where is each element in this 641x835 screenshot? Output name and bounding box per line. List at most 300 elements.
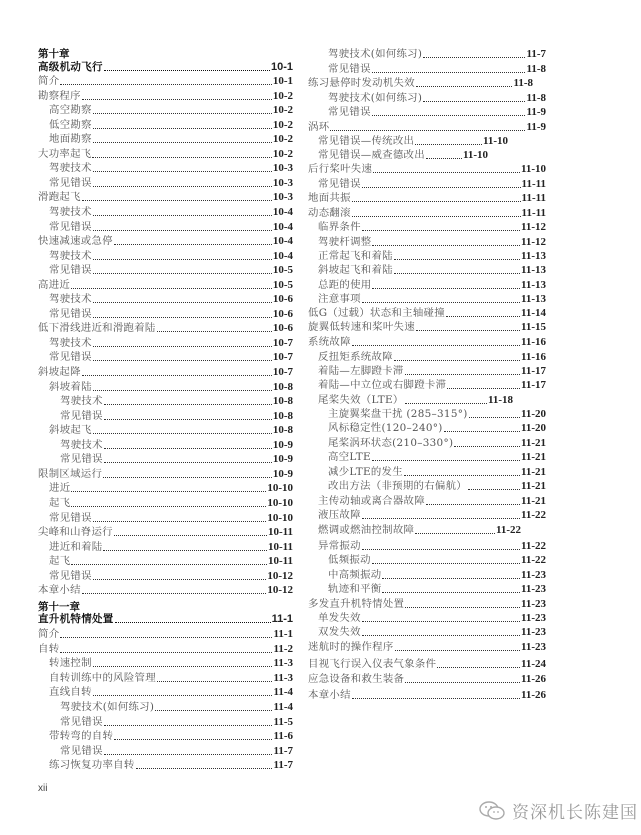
toc-entry[interactable]: [38, 322, 293, 335]
page-ref: 11-23: [520, 598, 546, 610]
toc-entry[interactable]: [328, 480, 546, 493]
toc-entry[interactable]: [60, 453, 293, 466]
toc-entry[interactable]: [318, 149, 488, 162]
toc-entry[interactable]: [49, 482, 293, 495]
page-ref: 11-1: [271, 613, 293, 625]
page-ref: 11-23: [520, 583, 546, 595]
toc-entry[interactable]: [308, 598, 546, 611]
leader-dots: [93, 142, 272, 143]
leader-dots: [405, 403, 487, 404]
entry-title: 驾驶技术: [60, 395, 103, 408]
toc-entry[interactable]: [308, 307, 546, 320]
toc-entry[interactable]: [38, 235, 293, 248]
page-ref: 11-21: [520, 480, 546, 492]
page-ref: 11-23: [520, 626, 546, 638]
toc-entry[interactable]: [49, 264, 293, 277]
toc-entry[interactable]: [49, 424, 293, 437]
toc-entry[interactable]: [60, 716, 293, 729]
entry-title: 单发失效: [318, 612, 361, 624]
toc-entry[interactable]: [328, 106, 546, 119]
entry-title: 着陆—中立位或右脚蹬卡滞: [318, 379, 447, 391]
leader-dots: [103, 477, 272, 478]
page-ref: 10-4: [272, 249, 293, 262]
entry-title: 迷航时的操作程序: [308, 641, 394, 653]
toc-entry[interactable]: [38, 584, 293, 597]
toc-entry[interactable]: [49, 293, 293, 306]
leader-dots: [155, 710, 272, 711]
page-ref: 10-1: [272, 75, 293, 87]
page-ref: 10-2: [272, 147, 293, 160]
entry-title: 带转弯的自转: [49, 730, 114, 743]
entry-title: 简介: [38, 628, 60, 640]
toc-entry[interactable]: [318, 509, 546, 522]
toc-entry[interactable]: [318, 178, 546, 191]
entry-title: 驾驶技术: [49, 249, 92, 262]
chapter-10-heading: 第十章: [38, 48, 70, 60]
toc-entry[interactable]: [318, 379, 546, 392]
entry-title: 常见错误: [60, 744, 103, 757]
toc-entry[interactable]: [308, 77, 533, 90]
toc-entry[interactable]: [49, 759, 293, 772]
entry-title: 驾驶技术: [60, 438, 103, 451]
toc-entry[interactable]: [308, 689, 546, 702]
leader-dots: [362, 187, 521, 188]
toc-entry[interactable]: [49, 308, 293, 321]
entry-title: 主传动轴或离合器故障: [318, 495, 425, 507]
page-ref: 11-12: [520, 236, 546, 248]
page-ref: 11-23: [520, 569, 546, 581]
page-ref: 10-8: [272, 424, 293, 437]
entry-title: 注意事项: [318, 293, 361, 305]
leader-dots: [373, 172, 520, 173]
page-ref: 10-2: [272, 104, 293, 117]
page-ref: 11-7: [273, 744, 293, 757]
watermark-text: 资深机长陈建国: [512, 803, 638, 823]
toc-entry[interactable]: [49, 162, 293, 175]
toc-entry[interactable]: [318, 365, 546, 378]
toc-entry[interactable]: [49, 497, 293, 510]
entry-title: 目视飞行误入仪表气象条件: [308, 658, 437, 670]
page-ref: 11-26: [520, 689, 546, 701]
entry-title: 练习恢复功率自转: [49, 759, 135, 772]
toc-entry[interactable]: [38, 279, 293, 292]
leader-dots: [136, 768, 273, 769]
entry-title: 斜坡起降: [38, 366, 81, 378]
toc-entry[interactable]: [318, 264, 546, 277]
toc-entry[interactable]: [318, 540, 546, 553]
entry-title: 总距的使用: [318, 279, 372, 291]
page-ref: 11-5: [273, 715, 293, 728]
toc-entry[interactable]: [49, 351, 293, 364]
entry-title: 直线自转: [49, 686, 92, 699]
entry-title: 滑跑起飞: [38, 191, 81, 204]
leader-dots: [104, 462, 272, 463]
entry-title: 着陆—左脚蹬卡滞: [318, 365, 404, 377]
toc-entry[interactable]: [49, 555, 293, 568]
entry-title: 常见错误: [49, 569, 92, 582]
page-ref: 11-17: [520, 379, 546, 391]
toc-entry[interactable]: [318, 293, 546, 306]
entry-title: 地面勘察: [49, 133, 92, 146]
toc-entry[interactable]: [308, 207, 546, 220]
toc-entry[interactable]: [60, 745, 293, 758]
page-ref: 10-7: [272, 351, 293, 364]
leader-dots: [423, 57, 525, 58]
page-ref: 11-10: [482, 135, 508, 147]
entry-title: 常见错误: [49, 264, 92, 277]
page-ref: 10-9: [272, 438, 293, 451]
toc-entry[interactable]: [49, 250, 293, 263]
leader-dots: [93, 521, 267, 522]
toc-entry[interactable]: [318, 495, 546, 508]
toc-entry[interactable]: [308, 163, 546, 176]
leader-dots: [82, 593, 267, 594]
leader-dots: [93, 346, 272, 347]
entry-title: 勘察程序: [38, 89, 81, 102]
toc-entry[interactable]: [49, 337, 293, 350]
leader-dots: [362, 549, 520, 550]
toc-entry[interactable]: [328, 48, 546, 61]
entry-title: 快速减速或急停: [38, 235, 113, 248]
toc-entry[interactable]: [328, 583, 546, 596]
page-ref: 11-11: [521, 192, 546, 204]
page-ref: 11-23: [520, 612, 546, 624]
entry-title: 驾驶技术: [49, 336, 92, 349]
leader-dots: [93, 259, 272, 260]
leader-dots: [372, 460, 520, 461]
page-ref: 10-4: [272, 205, 293, 218]
toc-entry[interactable]: [38, 643, 293, 656]
entry-title: 正常起飞和着陆: [318, 250, 393, 262]
toc-entry[interactable]: [38, 628, 293, 641]
toc-entry[interactable]: [318, 626, 546, 639]
toc-entry[interactable]: [49, 133, 293, 146]
entry-title: 常见错误—威查德改出: [318, 149, 425, 161]
entry-title: 低空勘察: [49, 118, 92, 131]
leader-dots: [437, 667, 520, 668]
entry-title: 后行桨叶失速: [308, 163, 373, 175]
page-ref: 11-21: [520, 466, 546, 478]
entry-title: 双发失效: [318, 626, 361, 638]
wechat-icon: [478, 800, 506, 822]
toc-entry[interactable]: [38, 366, 293, 379]
leader-dots: [454, 446, 520, 447]
page-ref: 11-22: [520, 554, 546, 566]
toc-entry[interactable]: [328, 466, 546, 479]
toc-entry[interactable]: [49, 104, 293, 117]
toc-entry[interactable]: [49, 541, 293, 554]
toc-entry[interactable]: [318, 236, 546, 249]
leader-dots: [405, 607, 520, 608]
toc-entry[interactable]: [318, 135, 508, 148]
entry-title: 常见错误: [49, 220, 92, 233]
leader-dots: [394, 273, 520, 274]
page-ref: 11-20: [520, 408, 546, 420]
toc-entry[interactable]: [328, 437, 546, 450]
page-ref: 11-9: [526, 121, 546, 133]
toc-entry[interactable]: [60, 395, 293, 408]
entry-title: 驾驶技术(如何练习): [60, 701, 155, 713]
entry-title: 练习悬停时发动机失效: [308, 77, 415, 89]
leader-dots: [93, 579, 267, 580]
toc-entry[interactable]: [49, 686, 293, 699]
page-ref: 11-26: [520, 673, 546, 685]
toc-entry[interactable]: [38, 148, 293, 161]
toc-entry[interactable]: [318, 394, 513, 407]
toc-entry[interactable]: [60, 410, 293, 423]
entry-title: 地面共振: [308, 192, 351, 204]
toc-entry[interactable]: [38, 90, 293, 103]
toc-entry[interactable]: [38, 526, 293, 539]
toc-entry[interactable]: [328, 408, 546, 421]
page-ref: 10-3: [272, 191, 293, 204]
leader-dots: [114, 739, 272, 740]
page-ref: 10-10: [267, 482, 293, 495]
page-ref: 10-11: [267, 526, 293, 539]
entry-title: 常见错误: [318, 178, 361, 190]
leader-dots: [405, 374, 520, 375]
page-ref: 11-13: [520, 279, 546, 291]
leader-dots: [395, 650, 520, 651]
toc-entry[interactable]: [308, 336, 546, 349]
entry-title: 低下滑线进近和滑跑着陆: [38, 322, 156, 335]
leader-dots: [352, 201, 521, 202]
entry-title: 反扭矩系统故障: [318, 351, 393, 363]
toc-entry[interactable]: [328, 92, 546, 105]
toc-entry[interactable]: [308, 673, 546, 686]
entry-title: 应急设备和救生装备: [308, 673, 405, 685]
leader-dots: [372, 563, 520, 564]
leader-dots: [469, 417, 520, 418]
entry-title: 驾驶技术: [49, 293, 92, 306]
page-ref: 10-4: [272, 235, 293, 248]
page-ref: 10-7: [272, 366, 293, 378]
leader-dots: [352, 216, 521, 217]
leader-dots: [416, 86, 513, 87]
leader-dots: [115, 622, 271, 623]
entry-title: 临界条件: [318, 221, 361, 233]
leader-dots: [71, 564, 267, 565]
leader-dots: [415, 533, 495, 534]
toc-entry[interactable]: [328, 554, 546, 567]
entry-title: 本章小结: [38, 584, 81, 597]
leader-dots: [372, 288, 519, 289]
entry-title: 常见错误: [49, 307, 92, 320]
toc-entry[interactable]: [49, 206, 293, 219]
entry-title: 斜坡起飞和着陆: [318, 264, 393, 276]
page-ref: 10-10: [267, 496, 293, 509]
leader-dots: [404, 475, 520, 476]
page-ref: 11-20: [520, 422, 546, 434]
page-ref: 11-10: [520, 163, 546, 175]
toc-entry[interactable]: [328, 569, 546, 582]
leader-dots: [362, 621, 520, 622]
entry-title: 常见错误: [328, 63, 371, 75]
entry-title: 常见错误: [49, 511, 92, 524]
page-ref: 10-2: [272, 89, 293, 102]
toc-entry[interactable]: [318, 279, 546, 292]
entry-title: 驾驶杆调整: [318, 236, 372, 248]
chapter-11-heading: 第十一章: [38, 601, 80, 613]
entry-title: 多发直升机特情处置: [308, 598, 405, 610]
toc-entry[interactable]: [49, 177, 293, 190]
page-ref: 10-12: [267, 584, 293, 597]
leader-dots: [114, 244, 272, 245]
page-ref: 11-21: [520, 451, 546, 463]
entry-title: 系统故障: [308, 336, 351, 348]
page-ref: 11-8: [526, 63, 546, 75]
entry-title: 主旋翼桨盘干扰 (285–315°): [328, 408, 468, 420]
toc-entry[interactable]: [318, 221, 546, 234]
leader-dots: [372, 245, 519, 246]
leader-dots: [104, 725, 273, 726]
page-ref: 10-2: [272, 133, 293, 146]
chapter-11-title-row[interactable]: [38, 613, 293, 626]
page-ref: 11-11: [521, 207, 546, 219]
leader-dots: [426, 504, 520, 505]
toc-entry[interactable]: [318, 612, 546, 625]
entry-title: 常见错误: [328, 106, 371, 118]
entry-title: 大功率起飞: [38, 147, 92, 160]
leader-dots: [92, 157, 271, 158]
entry-title: 尾桨失效（LTE）: [318, 394, 404, 406]
chapter-10-title-row[interactable]: [38, 61, 293, 74]
toc-entry[interactable]: [38, 468, 293, 481]
entry-title: 异常振动: [318, 540, 361, 552]
toc-entry[interactable]: [49, 221, 293, 234]
entry-title: 旋翼低转速和桨叶失速: [308, 321, 415, 333]
leader-dots: [60, 84, 271, 85]
page-ref: 10-8: [272, 409, 293, 422]
leader-dots: [93, 433, 272, 434]
entry-title: 简介: [38, 75, 60, 87]
leader-dots: [93, 113, 272, 114]
toc-entry[interactable]: [60, 701, 293, 714]
entry-title: 常见错误—传统改出: [318, 135, 415, 147]
leader-dots: [104, 754, 273, 755]
leader-dots: [394, 259, 520, 260]
page-ref: 10-6: [272, 293, 293, 306]
entry-title: 限制区域运行: [38, 467, 103, 480]
toc-entry[interactable]: [49, 119, 293, 132]
toc-entry[interactable]: [38, 191, 293, 204]
page-ref: 10-6: [272, 307, 293, 320]
entry-title: 液压故障: [318, 509, 361, 521]
entry-title: 高进近: [38, 278, 71, 291]
leader-dots: [71, 288, 272, 289]
entry-title: 中高频振动: [328, 569, 382, 581]
toc-entry[interactable]: [49, 672, 293, 685]
entry-title: 起飞: [49, 555, 71, 568]
entry-title: 斜坡起飞: [49, 424, 92, 437]
toc-entry[interactable]: [49, 512, 293, 525]
page-ref: 11-2: [273, 642, 293, 655]
entry-title: 起飞: [49, 496, 71, 509]
entry-title: 尖峰和山脊运行: [38, 526, 113, 539]
page-ref: 11-18: [487, 394, 513, 406]
entry-title: 减少LTE的发生: [328, 466, 403, 478]
page-ref: 11-14: [520, 307, 546, 319]
toc-entry[interactable]: [49, 657, 293, 670]
leader-dots: [157, 331, 272, 332]
leader-dots: [93, 215, 272, 216]
page-ref: 11-7: [526, 48, 546, 60]
toc-entry[interactable]: [308, 641, 546, 654]
page-ref: 11-3: [273, 671, 293, 684]
page-ref: 10-1: [270, 61, 293, 73]
page-ref: 11-21: [520, 495, 546, 507]
toc-entry[interactable]: [49, 730, 293, 743]
leader-dots: [104, 70, 270, 71]
page-ref: 10-9: [272, 453, 293, 466]
leader-dots: [446, 316, 520, 317]
toc-entry[interactable]: [308, 658, 546, 671]
page-ref: 10-5: [272, 278, 293, 291]
page-ref: 10-5: [272, 264, 293, 277]
leader-dots: [82, 200, 272, 201]
entry-title: 常见错误: [60, 453, 103, 466]
toc-entry[interactable]: [318, 351, 546, 364]
leader-dots: [468, 489, 520, 490]
toc-entry[interactable]: [49, 381, 293, 394]
leader-dots: [330, 130, 525, 131]
leader-dots: [93, 666, 273, 667]
leader-dots: [444, 431, 520, 432]
page-ref: 11-8: [513, 77, 533, 89]
leader-dots: [157, 681, 273, 682]
entry-title: 动态翻滚: [308, 207, 351, 219]
toc-entry[interactable]: [49, 570, 293, 583]
toc-entry[interactable]: [318, 250, 546, 263]
page-ref: 11-4: [273, 701, 293, 713]
page-ref: 11-13: [520, 293, 546, 305]
leader-dots: [362, 635, 520, 636]
entry-title: 高空LTE: [328, 451, 371, 463]
toc-entry[interactable]: [328, 63, 546, 76]
leader-dots: [362, 230, 520, 231]
leader-dots: [93, 302, 272, 303]
toc-entry[interactable]: [308, 192, 546, 205]
page-ref: 10-4: [272, 220, 293, 233]
entry-title: 风标稳定性(120–240°): [328, 422, 443, 434]
toc-entry[interactable]: [60, 439, 293, 452]
toc-entry[interactable]: [328, 422, 546, 435]
toc-entry[interactable]: [308, 121, 546, 134]
leader-dots: [93, 390, 272, 391]
leader-dots: [71, 491, 266, 492]
page-ref: 10-3: [272, 162, 293, 175]
leader-dots: [103, 550, 266, 551]
leader-dots: [394, 360, 520, 361]
leader-dots: [416, 330, 520, 331]
entry-title: 进近: [49, 482, 71, 495]
page-ref: 11-11: [521, 178, 546, 190]
page-ref: 10-6: [272, 322, 293, 335]
leader-dots: [104, 448, 272, 449]
entry-title: 驾驶技术: [49, 205, 92, 218]
toc-entry[interactable]: [328, 451, 546, 464]
page-ref: 11-9: [526, 106, 546, 118]
toc-entry[interactable]: [38, 75, 293, 88]
toc-entry[interactable]: [308, 321, 546, 334]
page-ref: 11-1: [273, 628, 293, 640]
leader-dots: [93, 360, 272, 361]
leader-dots: [362, 518, 520, 519]
toc-entry[interactable]: [318, 524, 521, 537]
page-number: xii: [38, 783, 48, 794]
page-ref: 11-16: [520, 351, 546, 363]
entry-title: 转速控制: [49, 657, 92, 670]
